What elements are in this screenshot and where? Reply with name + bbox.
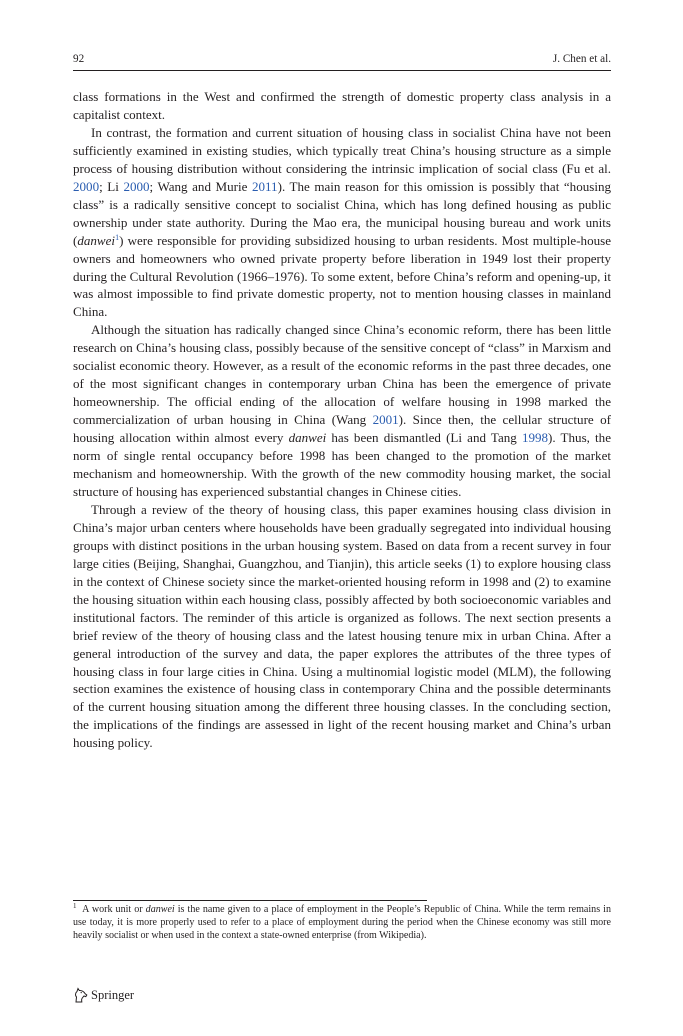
footnote [73, 904, 611, 943]
body-text [73, 88, 611, 752]
paragraph-3: Although the situation has radically changed since China’s economic reform, there has been little research on China’s housing class, possibly because of the sensitive concept of “class” in Marxism and socialist economic theory. However, as a result of the economic reforms in the past three decades, one of the most significant changes in contemporary urban China has been the emergence of private homeownership. The official ending of the allocation of welfare housing in 1998 marked the commercialization of urban housing in China (Wang 2001). Since then, the cellular structure of housing allocation within almost every danwei has been dismantled (Li and Tang 1998). Thus, the norm of single rental occupancy before 1998 has been changed to the promotion of the market mechanism and homeownership. With the growth of the new commodity housing market, the social structure of housing has experienced substantial changes in Chinese cities. [73, 322, 611, 499]
paragraph-1: class formations in the West and confirmed the strength of domestic property class analysis in a capitalist context. [73, 89, 611, 122]
running-header [73, 50, 611, 71]
term-danwei: danwei [145, 904, 175, 915]
citation-link[interactable]: 2000 [123, 178, 150, 194]
footnote-1: $^1$ A work unit or danwei is the name given to a place of employment in the People’s Republic of China. While the term remains in use today, it is more properly used to refer to a place of employment during the period when the Chinese economy was still more heavily socialist or when used in the context a state-owned enterprise (from Wikipedia). [73, 902, 611, 941]
paragraph-2: In contrast, the formation and current situation of housing class in socialist China have not been sufficiently examined in existing studies, which typically treat China’s housing structure as a simple process of housing distribution without considering the intrinsic implication of social class (Fu et al. 2000; Li 2000; Wang and Murie 2011). The main reason for this omission is possibly that “housing class” is a radically sensitive concept to socialist China, which has long defined housing as public ownership under state authority. During the Mao era, the municipal housing bureau and work units (danwei$^1$) were responsible for providing subsidized housing to urban residents. Most multiple-house owners and homeowners who owned private property before liberation in 1949 lost their property during the Cultural Revolution (1966–1976). To some extent, before China’s reform and opening-up, it was almost impossible to find private domestic property, not to mention housing classes in mainland China. [73, 124, 611, 320]
paragraph-4: Through a review of the theory of housing class, this paper examines housing class division in China’s major urban centers where households have been gradually segregated into individual housing groups with distinct positions in the urban housing system. Based on data from a recent survey in four large cities (Beijing, Shanghai, Guangzhou, and Tianjin), this article seeks (1) to explore housing class in the context of Chinese society since the market-oriented housing reform in 1998 and (2) to examine the housing situation within each housing class, possibly affected by both socioeconomic variables and institutional factors. The reminder of this article is organized as follows. The next section presents a brief review of the theory of housing class and the latest housing tenure mix in urban China. After a general introduction of the survey and data, the paper explores the attributes of the three types of housing class in four large cities in China. Using a multinomial logistic model (MLM), the following section examines the existence of housing class in contemporary China and the possible determinants of the current housing situation among the different three housing classes. In the concluding section, the implications of the findings are assessed in light of the recent housing market and China’s urban housing policy. [73, 501, 611, 751]
term-danwei: danwei [288, 430, 327, 446]
publisher-mark [73, 986, 134, 1004]
citation-link[interactable]: 2011 [251, 178, 278, 194]
term-danwei: danwei [77, 232, 116, 248]
page-number: 92 [73, 53, 85, 65]
footnote-mark: 1 [73, 902, 77, 910]
running-head-authors: J. Chen et al. [552, 53, 611, 65]
footnote-divider [73, 900, 427, 901]
springer-horse-icon [73, 987, 88, 1003]
citation-link[interactable]: 1998 [521, 430, 549, 446]
footnote-reference[interactable]: 1 [115, 232, 120, 242]
publisher-name: Springer [91, 987, 135, 1002]
citation-link[interactable]: 2000 [73, 178, 100, 194]
citation-link[interactable]: 2001 [372, 412, 399, 428]
